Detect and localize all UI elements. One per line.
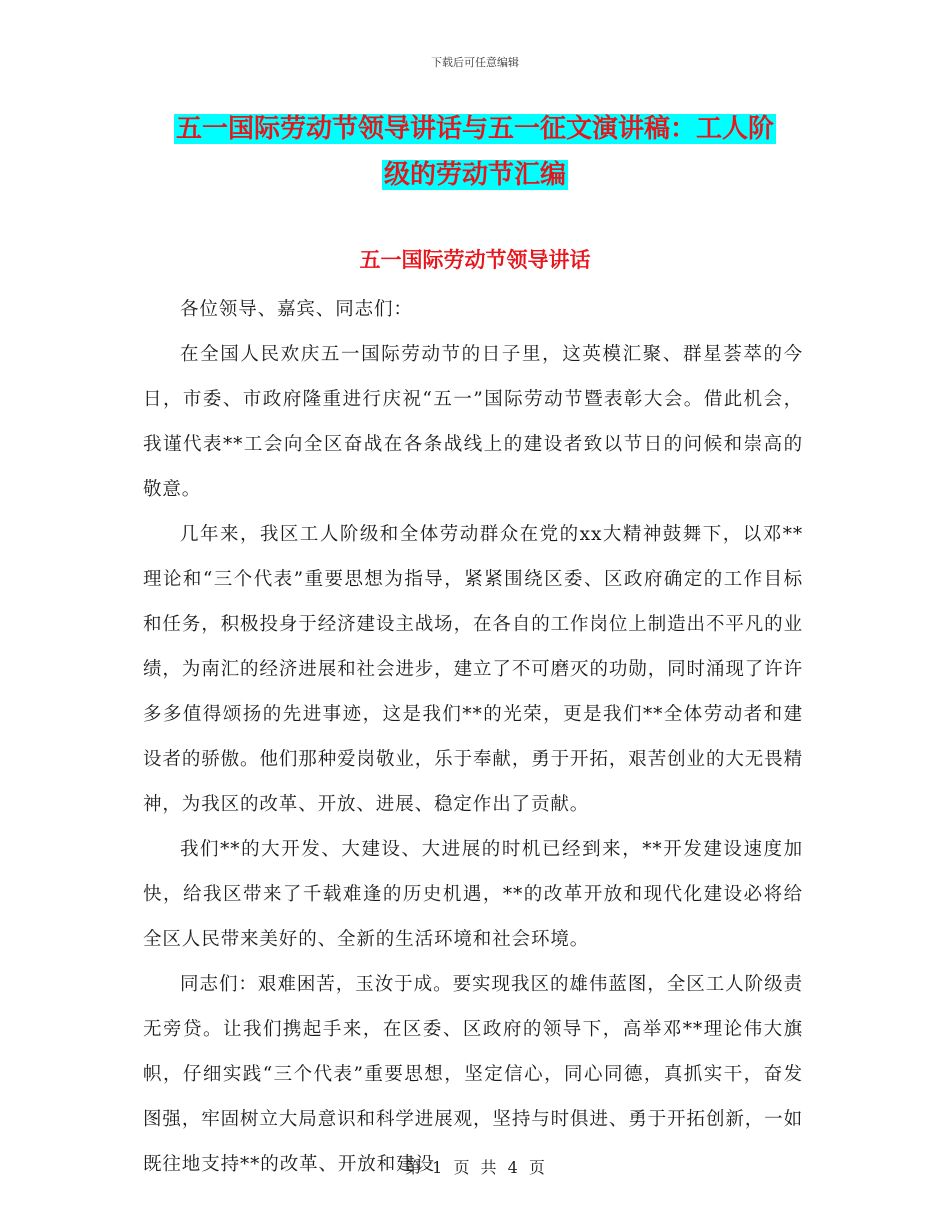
- paragraph: 我们**的大开发、大建设、大进展的时机已经到来，**开发建设速度加快，给我区带来了千载难逢的历史机遇，**的改革开放和现代化建设必将给全区人民带来美好的、全新的生活环境和社会环境。: [143, 839, 803, 950]
- title-line-1: 五一国际劳动节领导讲话与五一征文演讲稿：工人阶: [175, 114, 774, 144]
- document-body: [143, 287, 803, 1187]
- title-line-2: 级的劳动节汇编: [383, 160, 566, 190]
- paragraph: 几年来，我区工人阶级和全体劳动群众在党的xx大精神鼓舞下，以邓**理论和“三个代表”重要思想为指导，紧紧围绕区委、区政府确定的工作目标和任务，积极投身于经济建设主战场，在各自的工作岗位上制造出不平凡的业绩，为南汇的经济进展和社会进步，建立了不可磨灭的功勋，同时涌现了许许多多值得颂扬的先进事迹，这是我们**的光荣，更是我们**全体劳动者和建设者的骄傲。他们那种爱岗敬业，乐于奉献，勇于开拓，艰苦创业的大无畏精神，为我区的改革、开放、进展、稳定作出了贡献。: [143, 524, 803, 815]
- paragraph: 同志们：艰难困苦，玉汝于成。要实现我区的雄伟蓝图，全区工人阶级责无旁贷。让我们携起手来，在区委、区政府的领导下，高举邓**理论伟大旗帜，仔细实践“三个代表”重要思想，坚定信心，同心同德，真抓实干，奋发图强，牢固树立大局意识和科学进展观，坚持与时俱进、勇于开拓创新，一如既往地支持**的改革、开放和建设: [143, 974, 803, 1175]
- paragraph: 在全国人民欢庆五一国际劳动节的日子里，这英模汇聚、群星荟萃的今日，市委、市政府隆重进行庆祝“五一”国际劳动节暨表彰大会。借此机会，我谨代表**工会向全区奋战在各条战线上的建设者致以节日的问候和崇高的敬意。: [143, 344, 803, 500]
- header-note: 下载后可任意编辑: [431, 56, 519, 69]
- page-footer: 第 1 页 共 4 页: [405, 1158, 545, 1177]
- section-title: 五一国际劳动节领导讲话: [359, 248, 591, 272]
- document-title: [140, 106, 810, 198]
- paragraph: 各位领导、嘉宾、同志们：: [180, 299, 413, 320]
